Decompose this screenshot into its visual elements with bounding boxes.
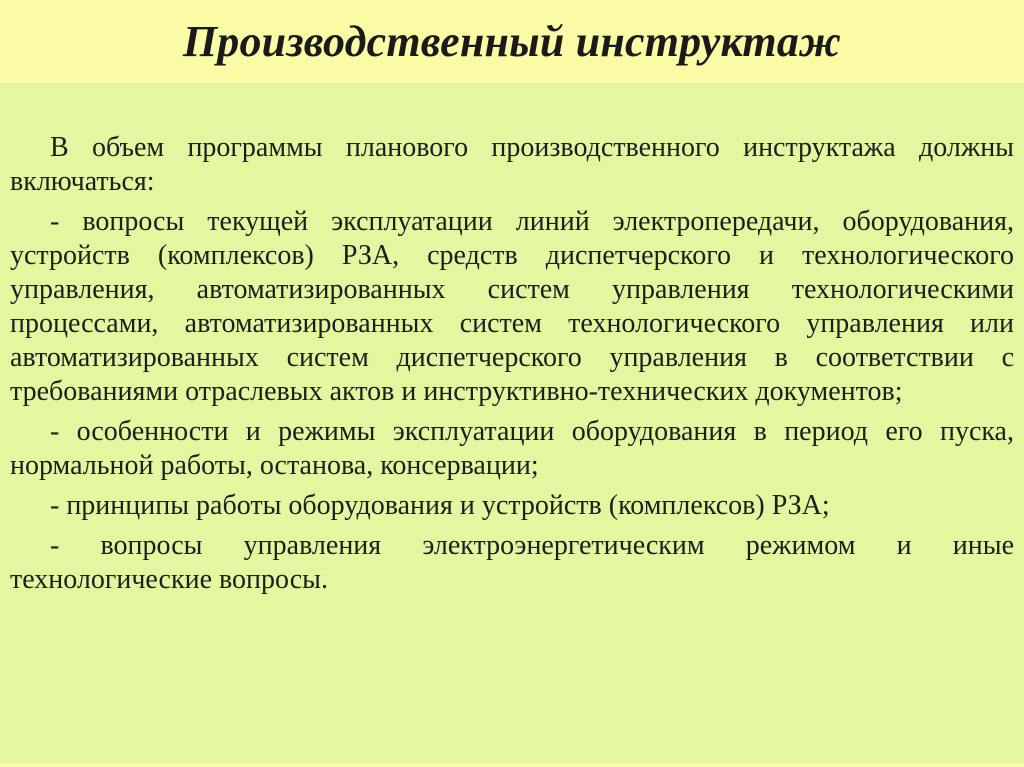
title-band bbox=[0, 0, 1024, 83]
paragraph-operating-principles: - принципы работы оборудования и устройств (комплексов) РЗА; bbox=[50, 490, 830, 521]
paragraph-equipment-modes: - особенности и режимы эксплуатации оборудования в период его пуска, нормальной работы, останова, консервации; bbox=[10, 416, 1014, 481]
content-panel bbox=[0, 83, 1024, 763]
paragraph-control-questions: - вопросы управления электроэнергетическим режимом и иные технологические вопросы. bbox=[10, 530, 1014, 595]
paragraph-operation-questions: - вопросы текущей эксплуатации линий электропередачи, оборудования, устройств (комплексов) РЗА, средств диспетчерского и технологического управления, автоматизированных систем управления технологическими процессами, автоматизированных систем технологического управления или автоматизированных систем диспетчерского управления в соответствии с требованиями отраслевых актов и инструктивно-технических документов; bbox=[10, 206, 1014, 407]
paragraph-intro: В объем программы планового производственного инструктажа должны включаться: bbox=[10, 132, 1014, 197]
body-text bbox=[10, 131, 1014, 597]
slide-title: Производственный инструктаж bbox=[182, 17, 842, 66]
